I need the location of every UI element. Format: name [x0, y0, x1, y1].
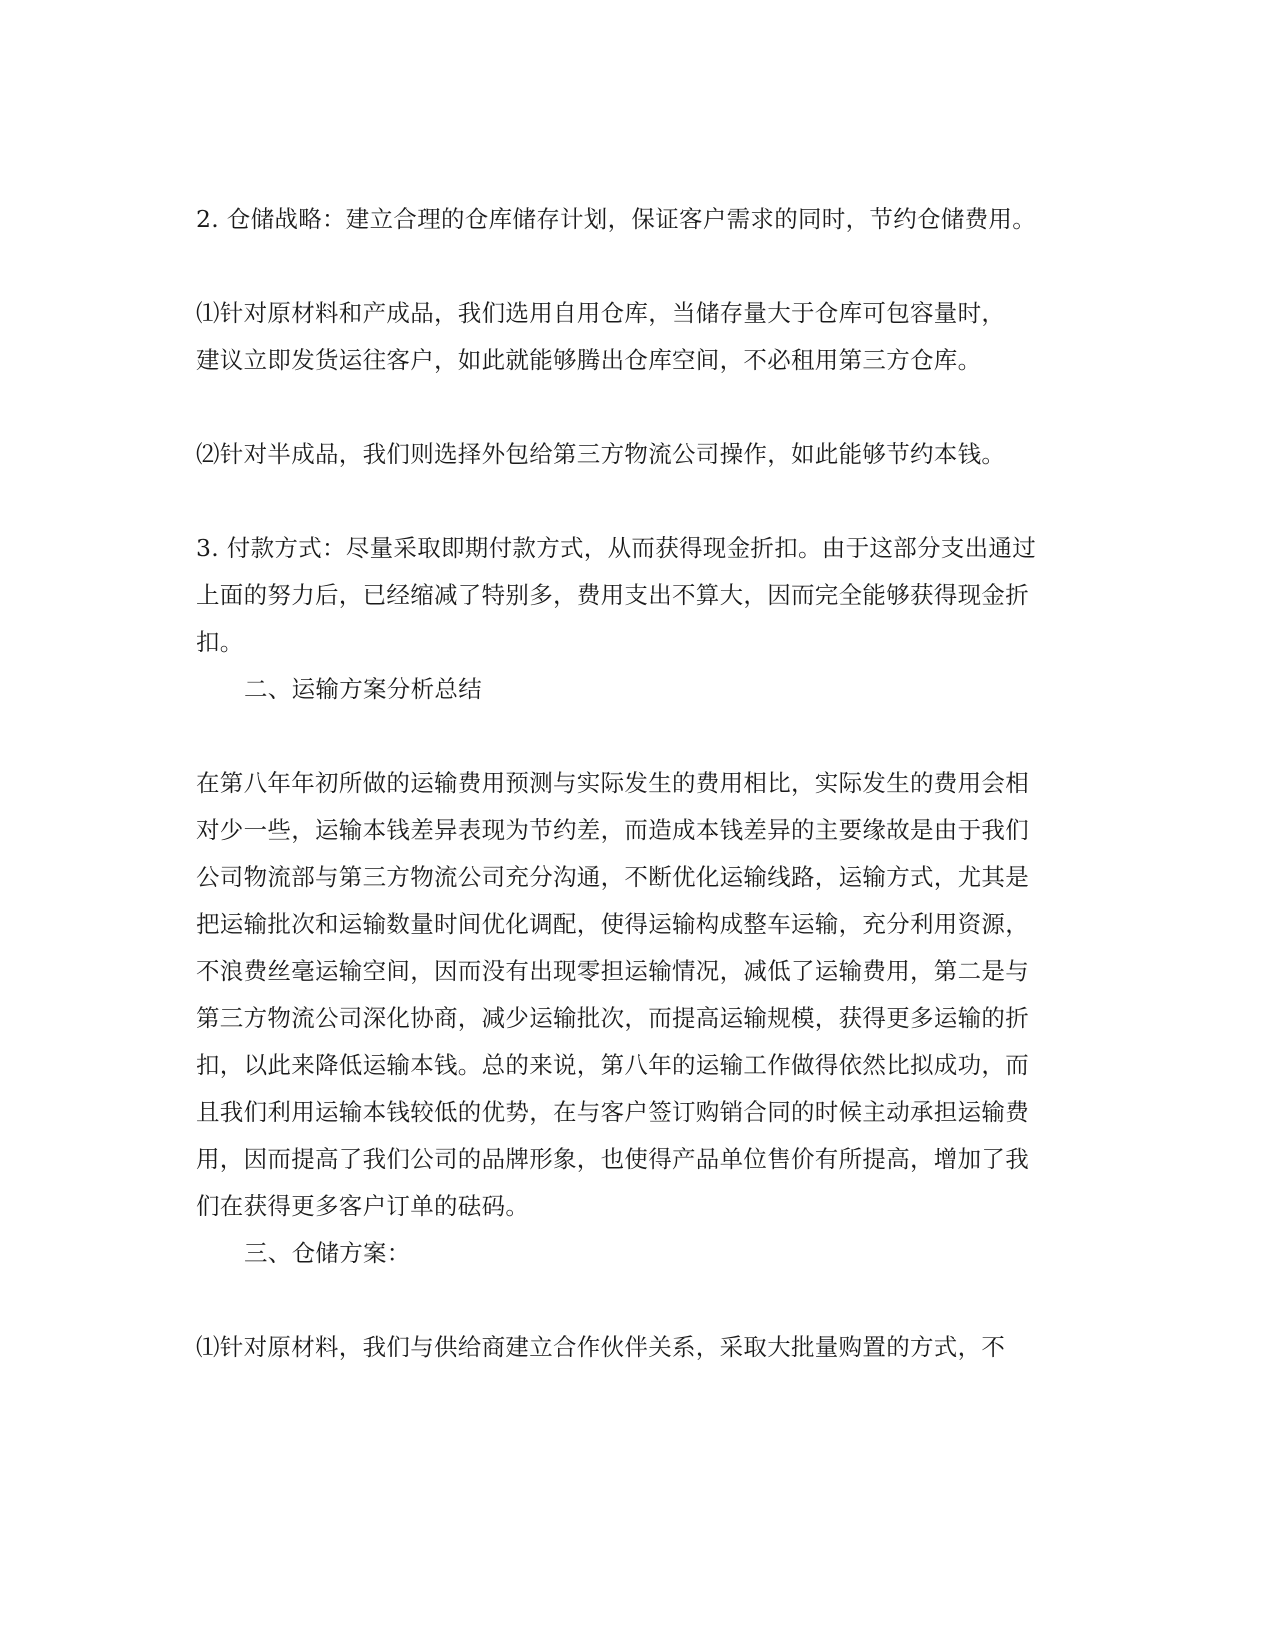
- paragraph-line: 扣。: [196, 628, 244, 656]
- paragraph-line: 建议立即发货运往客户，如此就能够腾出仓库空间，不必租用第三方仓库。: [196, 346, 982, 374]
- paragraph-line: 第三方物流公司深化协商，减少运输批次，而提高运输规模，获得更多运输的折: [196, 1004, 1029, 1032]
- paragraph-line: 扣，以此来降低运输本钱。总的来说，第八年的运输工作做得依然比拟成功，而: [196, 1051, 1029, 1079]
- paragraph-line: 在第八年年初所做的运输费用预测与实际发生的费用相比，实际发生的费用会相: [196, 769, 1029, 797]
- paragraph-line: ⑴针对原材料和产成品，我们选用自用仓库，当储存量大于仓库可包容量时，: [196, 299, 1006, 327]
- paragraph-line: 把运输批次和运输数量时间优化调配，使得运输构成整车运输，充分利用资源，: [196, 910, 1029, 938]
- paragraph-line: 不浪费丝毫运输空间，因而没有出现零担运输情况，减低了运输费用，第二是与: [196, 957, 1029, 985]
- paragraph-line: 3. 付款方式：尽量采取即期付款方式，从而获得现金折扣。由于这部分支出通过: [196, 534, 1036, 562]
- paragraph-line: 用，因而提高了我们公司的品牌形象，也使得产品单位售价有所提高，增加了我: [196, 1145, 1029, 1173]
- paragraph-line: ⑴针对原材料，我们与供给商建立合作伙伴关系，采取大批量购置的方式，不: [196, 1333, 1006, 1361]
- paragraph-line: 2. 仓储战略：建立合理的仓库储存计划，保证客户需求的同时，节约仓储费用。: [196, 205, 1036, 233]
- paragraph-line: ⑵针对半成品，我们则选择外包给第三方物流公司操作，如此能够节约本钱。: [196, 440, 1006, 468]
- section-heading: 三、仓储方案：: [244, 1239, 411, 1267]
- paragraph-line: 上面的努力后，已经缩减了特别多，费用支出不算大，因而完全能够获得现金折: [196, 581, 1029, 609]
- section-heading: 二、运输方案分析总结: [244, 675, 482, 703]
- paragraph-line: 对少一些，运输本钱差异表现为节约差，而造成本钱差异的主要缘故是由于我们: [196, 816, 1029, 844]
- paragraph-line: 且我们利用运输本钱较低的优势，在与客户签订购销合同的时候主动承担运输费: [196, 1098, 1029, 1126]
- paragraph-line: 公司物流部与第三方物流公司充分沟通，不断优化运输线路，运输方式，尤其是: [196, 863, 1029, 891]
- paragraph-line: 们在获得更多客户订单的砝码。: [196, 1192, 530, 1220]
